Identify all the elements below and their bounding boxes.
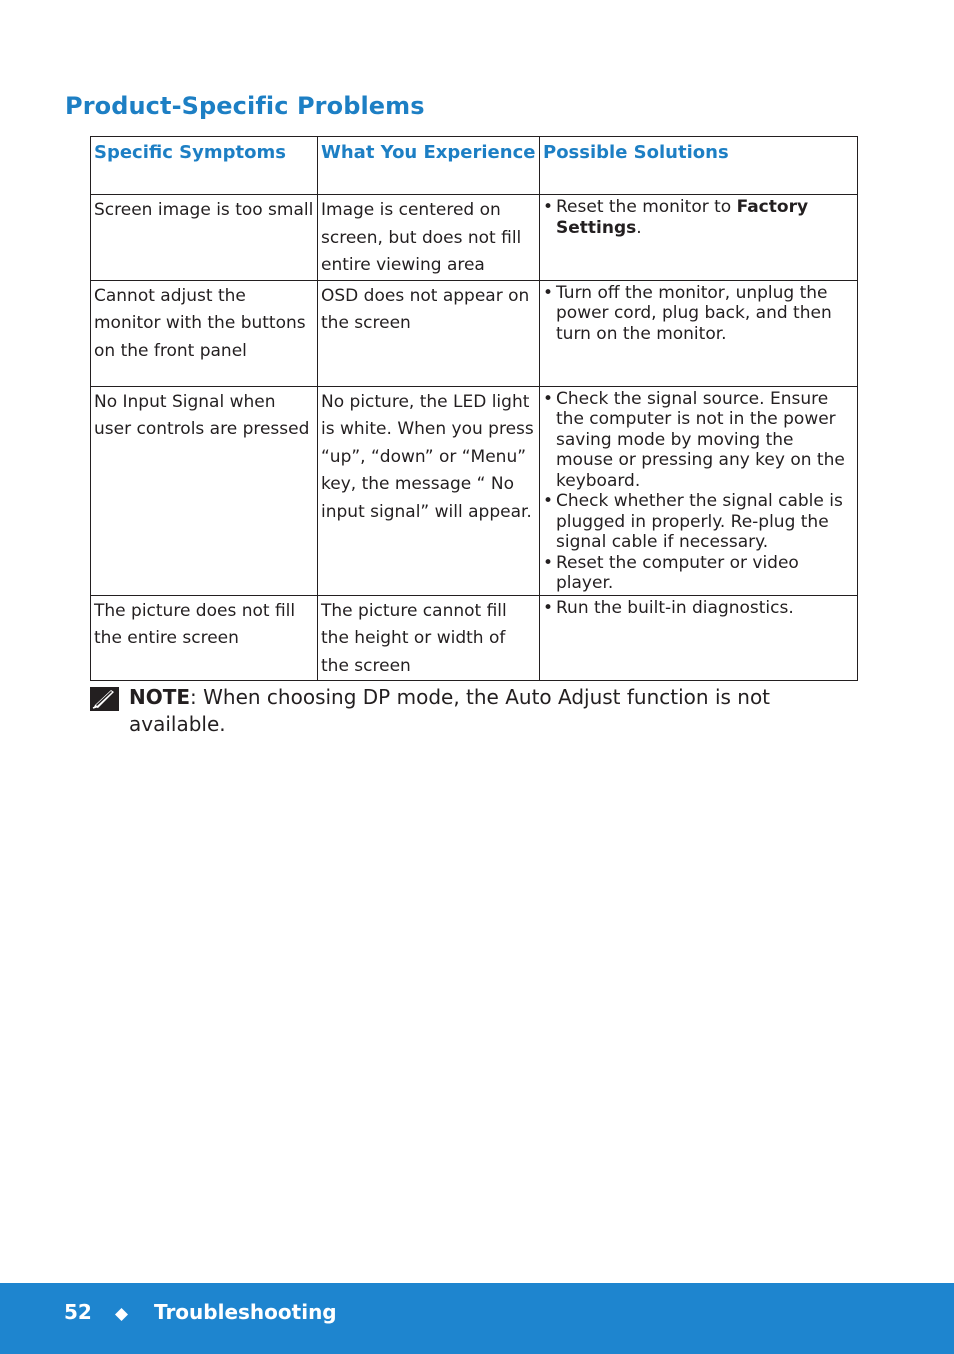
table-row (91, 595, 858, 681)
solution-keyword: Factory Settings (556, 197, 809, 238)
product-problems-table (90, 136, 858, 681)
solution-item (543, 197, 854, 238)
solutions-cell (540, 195, 858, 281)
page-number: 52 (64, 1300, 92, 1324)
page-footer (0, 1283, 954, 1354)
diamond-icon (115, 1306, 128, 1319)
symptom-cell: The picture does not fill the entire screen (91, 595, 318, 681)
table-row (91, 386, 858, 595)
note-text (129, 684, 849, 738)
header-specific-symptoms: Specific Symptoms (91, 137, 318, 195)
solutions-list (543, 197, 854, 238)
note-label: NOTE (129, 685, 191, 709)
section-name: Troubleshooting (154, 1300, 337, 1324)
solution-item (543, 553, 854, 594)
symptom-cell: Screen image is too small (91, 195, 318, 281)
solution-item (543, 491, 854, 553)
note-pencil-icon (90, 687, 119, 711)
table-row (91, 195, 858, 281)
solution-text: Check the signal source. Ensure the computer is not in the power saving mode by moving the mouse or pressing any key on the keyboard. (556, 388, 845, 491)
solutions-list (543, 283, 854, 345)
header-possible-solutions: Possible Solutions (540, 137, 858, 195)
experience-cell: OSD does not appear on the screen (318, 280, 540, 386)
solutions-cell (540, 595, 858, 681)
solution-text: Reset the computer or video player. (556, 552, 799, 593)
solution-text: Reset the monitor to (556, 197, 737, 217)
solution-text: Turn off the monitor, unplug the power cord, plug back, and then turn on the monitor. (556, 282, 832, 344)
solution-text: Check whether the signal cable is plugged in properly. Re-plug the signal cable if necessary. (556, 491, 843, 552)
solutions-cell (540, 280, 858, 386)
solutions-cell (540, 386, 858, 595)
experience-cell: No picture, the LED light is white. When you press “up”, “down” or “Menu” key, the message “ No input signal” will appear. (318, 386, 540, 595)
symptom-cell: Cannot adjust the monitor with the buttons on the front panel (91, 280, 318, 386)
solution-text: Run the built-in diagnostics. (556, 597, 794, 618)
symptom-cell: No Input Signal when user controls are pressed (91, 386, 318, 595)
solutions-list (543, 598, 854, 619)
solutions-list (543, 389, 854, 594)
header-what-you-experience: What You Experience (318, 137, 540, 195)
experience-cell: Image is centered on screen, but does not fill entire viewing area (318, 195, 540, 281)
solution-item (543, 389, 854, 492)
note-body: : When choosing DP mode, the Auto Adjust function is not available. (129, 685, 771, 736)
solution-suffix: . (636, 217, 642, 238)
page-title: Product-Specific Problems (65, 92, 425, 120)
experience-cell: The picture cannot fill the height or width of the screen (318, 595, 540, 681)
solution-item (543, 283, 854, 345)
table-row (91, 280, 858, 386)
table-header-row (91, 137, 858, 195)
solution-item (543, 598, 854, 619)
